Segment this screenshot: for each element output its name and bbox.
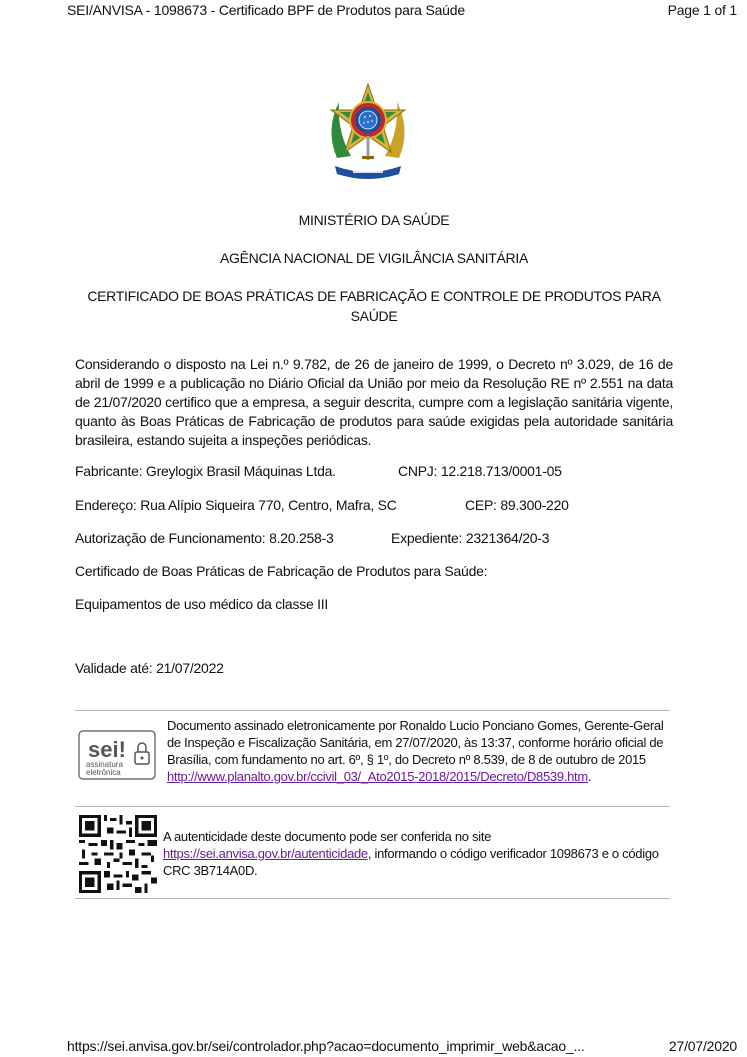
signature-text: Documento assinado eletronicamente por Ronaldo Lucio Ponciano Gomes, Gerente-Geral de Inspeção e Fiscalização Sanitária, em 27/07/2020, às 13:37, conforme horário oficial de Brasília, com fundamento no art. 6º, § 1º, do Decreto nº 8.539, de 8 de outubro de 2015 http://www.planalto.gov.br/ccivil_03/_Ato2015-2018/2015/Decreto/D8539.htm.: [167, 718, 664, 784]
print-header-title: SEI/ANVISA - 1098673 - Certificado BPF de Produtos para Saúde: [67, 2, 465, 18]
ministry-heading: MINISTÉRIO DA SAÚDE: [298, 212, 450, 228]
authenticity-link[interactable]: https://sei.anvisa.gov.br/autenticidade: [163, 846, 368, 861]
fabricante-line: [75, 463, 675, 479]
qr-code-icon: [78, 815, 158, 893]
autorizacao-line: [75, 530, 675, 546]
certificate-title: CERTIFICADO DE BOAS PRÁTICAS DE FABRICAÇÃO E CONTROLE DE PRODUTOS PARA SAÚDE: [87, 288, 661, 324]
decree-link[interactable]: http://www.planalto.gov.br/ccivil_03/_Ato2015-2018/2015/Decreto/D8539.htm: [167, 769, 588, 784]
expediente-text: Expediente: 2321364/20-3: [391, 530, 550, 546]
validade-text: Validade até: 21/07/2022: [75, 660, 224, 676]
brazil-coat-of-arms-icon: [323, 80, 413, 184]
sei-signature-logo: [78, 730, 156, 780]
equipamentos-text: Equipamentos de uso médico da classe III: [75, 596, 329, 612]
authenticity-text: A autenticidade deste documento pode ser conferida no site https://sei.anvisa.gov.br/autenticidade, informando o código verificador 1098673 e o código CRC 3B714A0D.: [163, 829, 659, 878]
endereco-text: Endereço: Rua Alípio Siqueira 770, Centro, Mafra, SC: [75, 497, 397, 513]
fabricante-text: Fabricante: Greylogix Brasil Máquinas Ltda.: [75, 463, 336, 479]
intro-paragraph: Considerando o disposto na Lei n.º 9.782, de 26 de janeiro de 1999, o Decreto nº 3.029, de 16 de abril de 1999 e a publicação no Diário Oficial da União por meio da Resolução RE nº 2.551 na data de 21/07/2020 certifico que a empresa, a seguir descrita, cumpre com a legislação sanitária vigente, quanto às Boas Práticas de Fabricação de produtos para saúde exigidas pela autoridade sanitária brasileira, estando sujeita a inspeções periódicas.: [75, 356, 673, 448]
svg-text:eletrônica: eletrônica: [86, 768, 121, 777]
cep-text: CEP: 89.300-220: [465, 497, 569, 513]
print-footer-date: 27/07/2020: [668, 1038, 737, 1054]
agency-heading: AGÊNCIA NACIONAL DE VIGILÂNCIA SANITÁRIA: [219, 250, 528, 266]
divider: [75, 710, 670, 711]
endereco-line: [75, 497, 675, 513]
autorizacao-text: Autorização de Funcionamento: 8.20.258-3: [75, 530, 334, 546]
divider: [75, 806, 670, 807]
divider: [75, 898, 670, 899]
print-header-page: Page 1 of 1: [667, 2, 737, 18]
svg-text:assinatura: assinatura: [86, 760, 123, 769]
print-footer-url: https://sei.anvisa.gov.br/sei/controlador.php?acao=documento_imprimir_web&acao_...: [67, 1038, 585, 1054]
certificado-label: Certificado de Boas Práticas de Fabricação de Produtos para Saúde:: [75, 563, 488, 579]
cnpj-text: CNPJ: 12.218.713/0001-05: [398, 463, 562, 479]
svg-text:sei!: sei!: [88, 737, 126, 762]
